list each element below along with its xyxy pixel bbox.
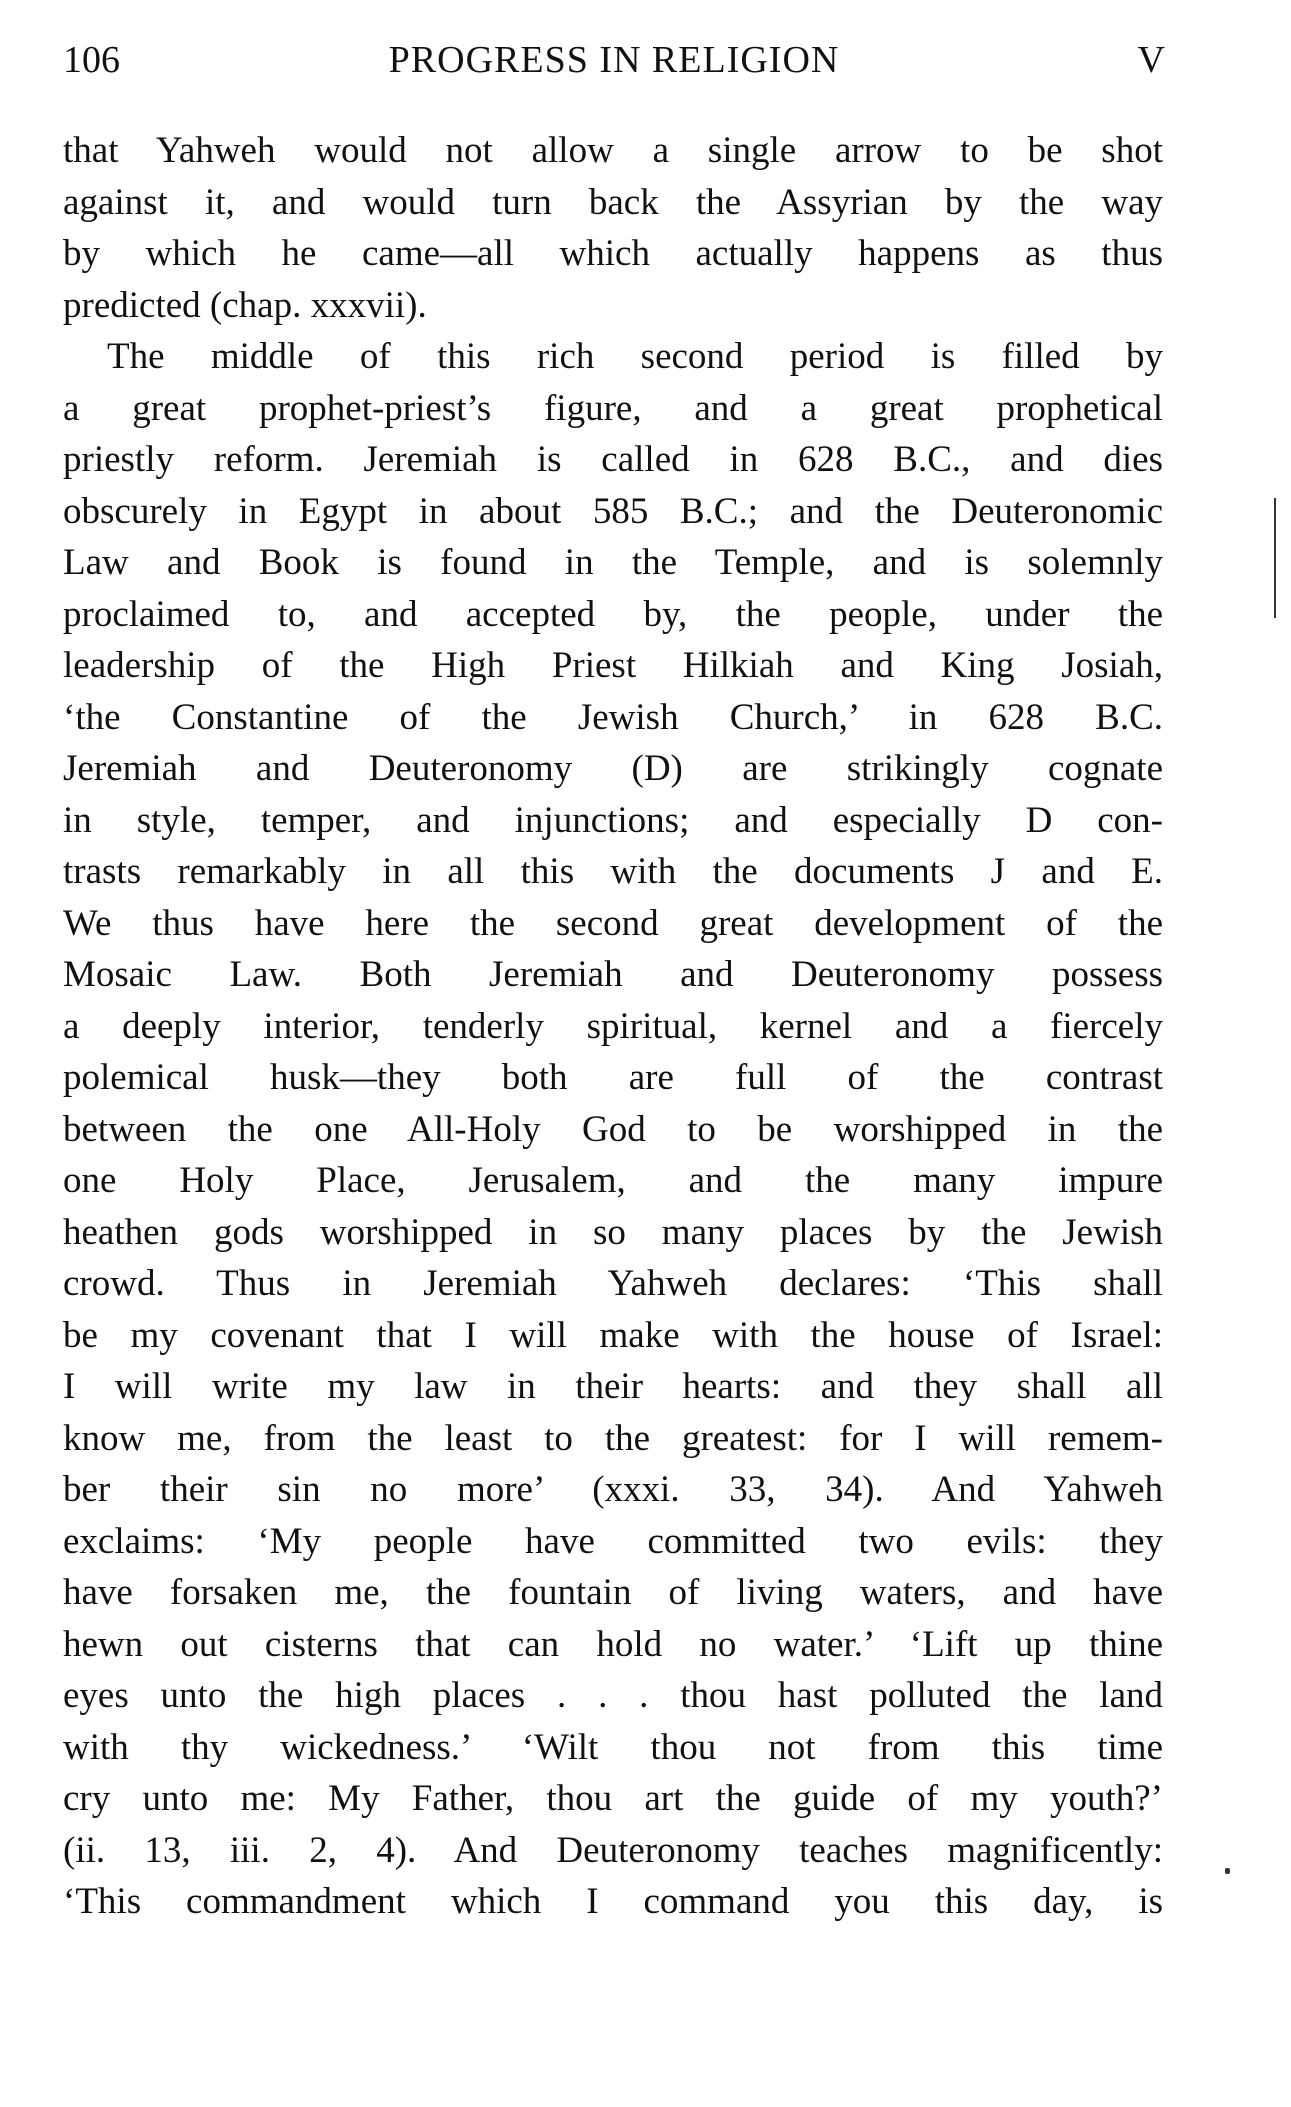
text-line: a great prophet-priest’s figure, and a great prophetical [63, 387, 1163, 429]
chapter-number: V [1137, 39, 1165, 81]
text-line: obscurely in Egypt in about 585 B.C.; and the Deuteronomic [63, 490, 1163, 532]
ink-speck [1225, 1868, 1230, 1874]
text-line: I will write my law in their hearts: and they shall all [63, 1366, 1163, 1407]
text-line: with thy wickedness.’ ‘Wilt thou not from this time [63, 1726, 1163, 1768]
running-title: PROGRESS IN RELIGION [388, 39, 840, 81]
text-line: against it, and would turn back the Assyrian by the way [63, 181, 1163, 223]
text-line: between the one All-Holy God to be worshipped in the [63, 1108, 1163, 1150]
text-line: priestly reform. Jeremiah is called in 628 B.C., and dies [63, 439, 1163, 480]
text-line: The middle of this rich second period is filled by [107, 336, 1163, 377]
text-line: by which he came—all which actually happens as thus [63, 233, 1163, 274]
page-body-text [63, 125, 1163, 1928]
text-line: proclaimed to, and accepted by, the people, under the [63, 593, 1163, 635]
text-line: one Holy Place, Jerusalem, and the many impure [63, 1160, 1163, 1201]
text-line: trasts remarkably in all this with the documents J and E. [63, 851, 1163, 892]
text-line: hewn out cisterns that can hold no water.’ ‘Lift up thine [63, 1623, 1163, 1665]
margin-mark [1274, 498, 1276, 618]
text-line: (ii. 13, iii. 2, 4). And Deuteronomy teaches magnificently: [63, 1829, 1163, 1871]
text-line: polemical husk—they both are full of the contrast [63, 1057, 1163, 1098]
text-line: eyes unto the high places . . . thou hast polluted the land [63, 1675, 1163, 1716]
running-header [63, 38, 1165, 88]
text-line: ber their sin no more’ (xxxi. 33, 34). And Yahweh [63, 1469, 1163, 1510]
text-line: Law and Book is found in the Temple, and is solemnly [63, 542, 1163, 583]
text-line: predicted (chap. xxxvii). [63, 284, 427, 326]
text-line: have forsaken me, the fountain of living waters, and have [63, 1572, 1163, 1613]
text-line: be my covenant that I will make with the house of Israel: [63, 1314, 1163, 1356]
text-line: that Yahweh would not allow a single arrow to be shot [63, 130, 1163, 171]
text-line: Jeremiah and Deuteronomy (D) are strikingly cognate [63, 748, 1163, 789]
text-line: exclaims: ‘My people have committed two evils: they [63, 1520, 1163, 1562]
text-line: know me, from the least to the greatest: for I will remem- [63, 1417, 1163, 1459]
text-line: crowd. Thus in Jeremiah Yahweh declares: ‘This shall [63, 1263, 1163, 1304]
text-line: cry unto me: My Father, thou art the guide of my youth?’ [63, 1778, 1163, 1819]
page-number: 106 [63, 39, 120, 81]
text-line: ‘the Constantine of the Jewish Church,’ in 628 B.C. [63, 696, 1163, 738]
text-line: We thus have here the second great development of the [63, 902, 1163, 944]
text-line: ‘This commandment which I command you this day, is [63, 1881, 1163, 1922]
text-line: heathen gods worshipped in so many places by the Jewish [63, 1211, 1163, 1253]
text-line: leadership of the High Priest Hilkiah and King Josiah, [63, 645, 1163, 686]
text-line: a deeply interior, tenderly spiritual, kernel and a fiercely [63, 1005, 1163, 1047]
text-line: Mosaic Law. Both Jeremiah and Deuteronomy possess [63, 954, 1163, 995]
text-line: in style, temper, and injunctions; and especially D con- [63, 799, 1163, 841]
